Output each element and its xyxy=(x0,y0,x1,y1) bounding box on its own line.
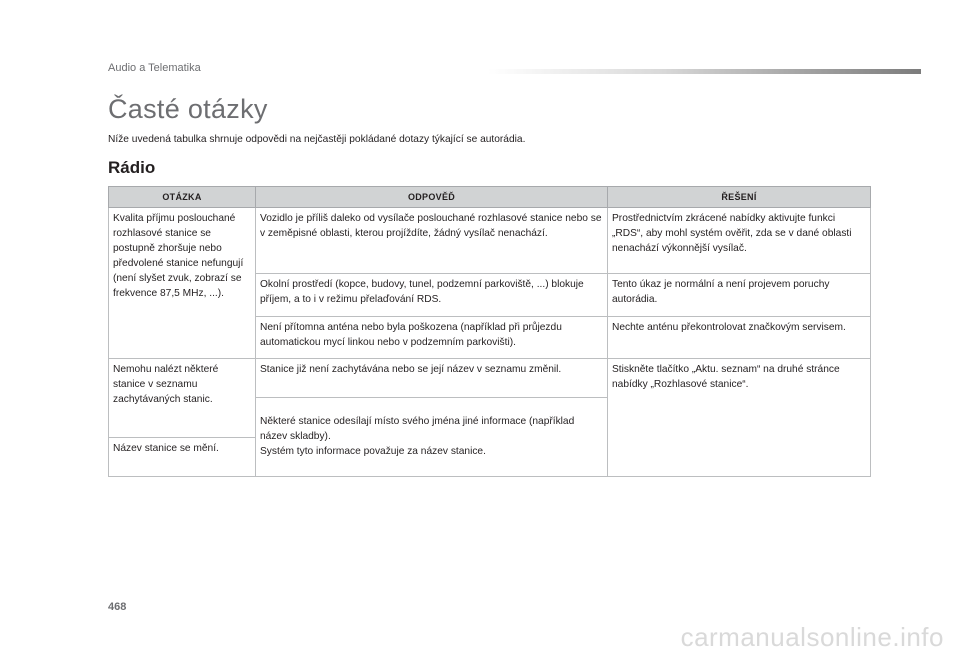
faq-table xyxy=(108,186,871,477)
question-cell: Kvalita příjmu poslouchané rozhlasové stanice se postupně zhoršuje nebo předvolené stanice nefungují (není slyšet zvuk, zobrazí se frekvence 87,5 MHz, ...). xyxy=(109,208,256,359)
page-number: 468 xyxy=(108,601,127,613)
answer-cell: Okolní prostředí (kopce, budovy, tunel, podzemní parkoviště, ...) blokuje příjem, a to i v režimu přelaďování RDS. xyxy=(256,274,608,316)
watermark: carmanualsonline.info xyxy=(680,622,944,652)
section-header: Audio a Telematika xyxy=(108,62,201,74)
column-header-answer: ODPOVĚĎ xyxy=(256,187,608,208)
solution-cell: Tento úkaz je normální a není projevem poruchy autorádia. xyxy=(608,274,871,316)
page-title: Časté otázky xyxy=(108,94,268,124)
question-cell: Název stanice se mění. xyxy=(109,437,256,476)
solution-cell: Prostřednictvím zkrácené nabídky aktivujte funkci „RDS“, aby mohl systém ověřit, zda se v dané oblasti nenachází výkonnější vysílač. xyxy=(608,208,871,274)
table-header-row xyxy=(109,187,871,208)
answer-line: Některé stanice odesílají místo svého jména jiné informace (například název skladby). xyxy=(260,416,575,443)
header-divider xyxy=(488,69,921,74)
intro-text: Níže uvedená tabulka shrnuje odpovědi na nejčastěji pokládané dotazy týkající se autorádia. xyxy=(108,134,526,145)
section-heading: Rádio xyxy=(108,158,156,177)
column-header-question: OTÁZKA xyxy=(109,187,256,208)
table-row xyxy=(109,359,871,398)
answer-cell: Vozidlo je příliš daleko od vysílače poslouchané rozhlasové stanice nebo se v zeměpisné oblasti, kterou projíždíte, žádný vysílač nenachází. xyxy=(256,208,608,274)
answer-cell: Není přítomna anténa nebo byla poškozena (například při průjezdu automatickou mycí linkou nebo v podzemním parkovišti). xyxy=(256,316,608,358)
solution-cell: Nechte anténu překontrolovat značkovým servisem. xyxy=(608,316,871,358)
table-row xyxy=(109,208,871,274)
solution-cell: Stiskněte tlačítko „Aktu. seznam“ na druhé stránce nabídky „Rozhlasové stanice“. xyxy=(608,359,871,477)
answer-cell: Stanice již není zachytávána nebo se její název v seznamu změnil. xyxy=(256,359,608,398)
answer-cell xyxy=(256,398,608,477)
column-header-solution: ŘEŠENÍ xyxy=(608,187,871,208)
question-cell: Nemohu nalézt některé stanice v seznamu zachytávaných stanic. xyxy=(109,359,256,438)
answer-line: Systém tyto informace považuje za název stanice. xyxy=(260,446,486,458)
